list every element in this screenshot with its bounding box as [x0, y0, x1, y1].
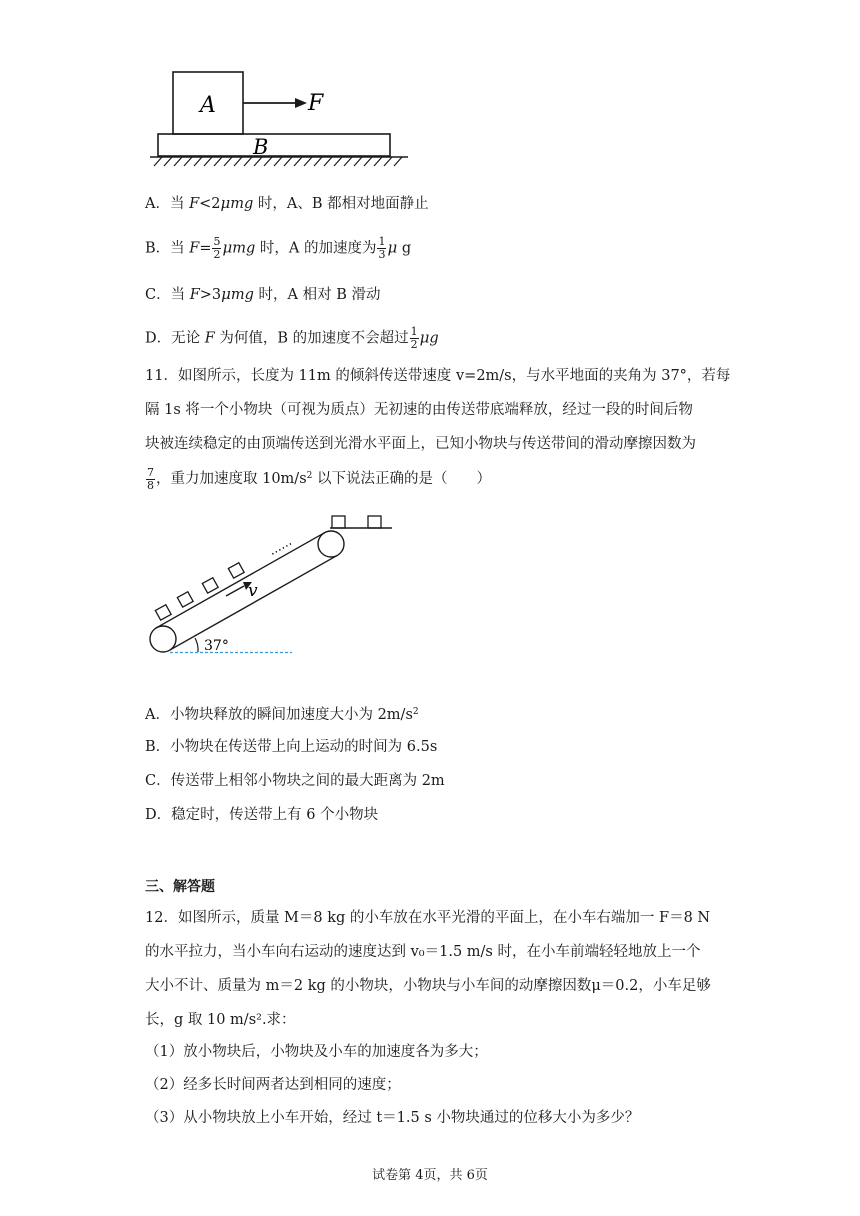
force-arrow-head — [295, 98, 307, 108]
fraction-7-8: $\frac{7}{8}$ — [147, 465, 154, 492]
q11-option-c: C．传送带上相邻小物块之间的最大距离为 2m — [145, 773, 445, 789]
block-on-platform-2 — [368, 516, 381, 528]
q11-option-d: D．稳定时，传送带上有 6 个小物块 — [145, 807, 379, 823]
board-b-label: B — [253, 135, 269, 159]
belt-lower — [169, 555, 337, 650]
fraction-5-2: $\frac{5}{2}$ — [213, 235, 221, 261]
q11-stem-line2: 隔 1s 将一个小物块（可视为质点）无初速的由传送带底端释放，经过一段的时间后物 — [145, 402, 693, 418]
angle-label: 37° — [204, 638, 229, 654]
q12-stem-line2: 的水平拉力，当小车向右运动的速度达到 v₀＝1.5 m/s 时，在小车前端轻轻地放上一个 — [145, 944, 701, 960]
q12-subquestion-1: （1）放小物块后，小物块及小车的加速度各为多大； — [145, 1044, 488, 1060]
q12-subquestion-2: （2）经多长时间两者达到相同的速度； — [145, 1077, 401, 1093]
board-b — [158, 134, 390, 156]
fraction-1-3: $\frac{1}{3}$ — [378, 235, 386, 261]
q11-stem-line1: 11．如图所示，长度为 11m 的倾斜传送带速度 v=2m/s，与水平地面的夹角为 37°，若每 — [145, 368, 731, 384]
q12-stem-line4: 长，g 取 10 m/s².求： — [145, 1012, 296, 1028]
q10-option-c: C．当 F>3μmg 时，A 相对 B 滑动 — [145, 285, 381, 303]
q12-subquestion-3: （3）从小物块放上小车开始，经过 t＝1.5 s 小物块通过的位移大小为多少？ — [145, 1110, 640, 1126]
q10-option-a: A．当 F<2μmg 时，A、B 都相对地面静止 — [145, 194, 429, 212]
velocity-label: v — [248, 581, 258, 601]
q12-stem-line1: 12．如图所示，质量 M＝8 kg 的小车放在水平光滑的平面上，在小车右端加一 F＝8 N — [145, 910, 711, 926]
q11-stem-line4: $\frac{7}{8}$ ，重力加速度取 $10m/s^2$ 以下说法正确的是（ ） — [147, 465, 491, 492]
figure-conveyor-belt — [140, 506, 400, 658]
angle-arc — [195, 638, 198, 652]
page-footer: 试卷第 4页，共 6页 — [372, 1168, 488, 1183]
force-label: F — [308, 91, 324, 116]
ellipsis-dots: …… — [266, 534, 294, 558]
q11-option-a: A．小物块释放的瞬间加速度大小为 $2m/s^2$ — [145, 707, 419, 723]
figure-block-on-board — [150, 66, 420, 176]
blocks-on-belt — [155, 563, 244, 620]
belt-upper — [157, 533, 325, 628]
q11-stem-line3: 块被连续稳定的由顶端传送到光滑水平面上，已知小物块与传送带间的滑动摩擦因数为 — [145, 436, 696, 452]
q10-option-b: B．当 F= $\frac{5}{2}$ μmg 时，A 的加速度为 $\frac{1}{3}$ μ g — [145, 235, 412, 261]
section-title: 三、解答题 — [145, 879, 215, 895]
block-on-platform-1 — [332, 516, 345, 528]
block-a-label: A — [200, 93, 216, 118]
ground-hatching — [154, 157, 402, 166]
q11-option-b: B．小物块在传送带上向上运动的时间为 6.5s — [145, 739, 438, 755]
q10-option-d: D．无论 F 为何值，B 的加速度不会超过 $\frac{1}{2}$ μg — [145, 325, 439, 351]
q12-stem-line3: 大小不计、质量为 m＝2 kg 的小物块，小物块与小车间的动摩擦因数μ＝0.2，小车足够 — [145, 978, 711, 994]
fraction-1-2: $\frac{1}{2}$ — [410, 325, 418, 351]
